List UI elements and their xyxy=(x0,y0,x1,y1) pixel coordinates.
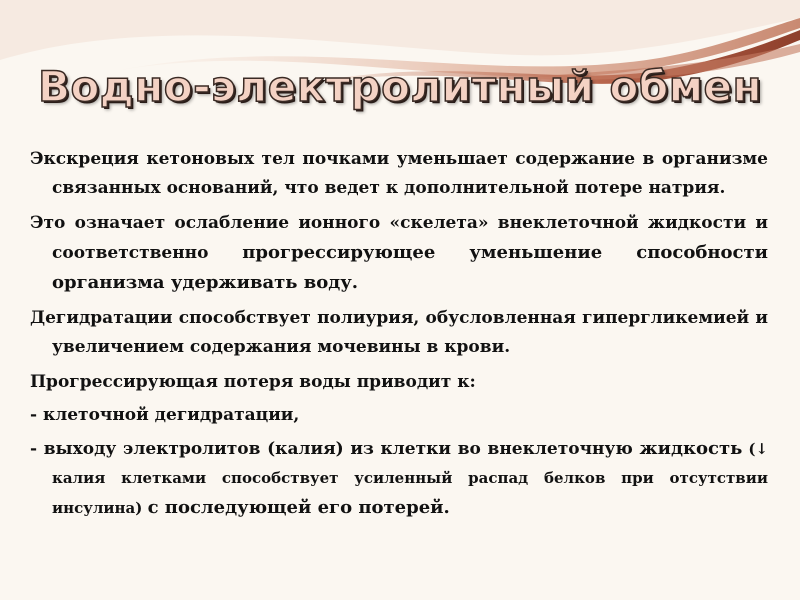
paragraph-2 xyxy=(30,209,768,298)
slide-body xyxy=(30,145,768,529)
paragraph-3-text: Дегидратации способствует полиурия, обусловленная гипергликемией и увеличением содержания мочевины в крови. xyxy=(30,308,768,357)
list-item-2-text-d: с последующей его потерей. xyxy=(147,497,450,518)
list-item-1-text: - клеточной дегидратации, xyxy=(30,405,300,425)
paragraph-4-text: Прогрессирующая потеря воды приводит к: xyxy=(30,372,476,392)
slide-title: Водно-электролитный обмен xyxy=(37,62,763,111)
paragraph-3 xyxy=(30,304,768,362)
list-item-1 xyxy=(30,401,768,430)
paragraph-2-text-b: прогрессирующее уменьшение способности организма удерживать воду. xyxy=(52,242,768,293)
paragraph-2-text-a: Это означает ослабление ионного «скелета» внеклеточной жидкости и соответственно xyxy=(30,213,768,263)
paragraph-4 xyxy=(30,368,768,397)
paragraph-1 xyxy=(30,145,768,203)
list-item-2-text-c: (↓ калия клетками способствует усиленный распад белков при отсутствии инсулина) xyxy=(52,440,769,517)
list-item-2-text-a: - выходу электролитов (калия) из клетки во внеклеточную xyxy=(30,439,640,459)
list-item-2 xyxy=(30,434,768,523)
list-item-2-text-b: жидкость xyxy=(639,438,743,459)
paragraph-1-text: Экскреция кетоновых тел почками уменьшает содержание в организме связанных оснований, что ведет к дополнительной потере натрия. xyxy=(30,149,768,198)
